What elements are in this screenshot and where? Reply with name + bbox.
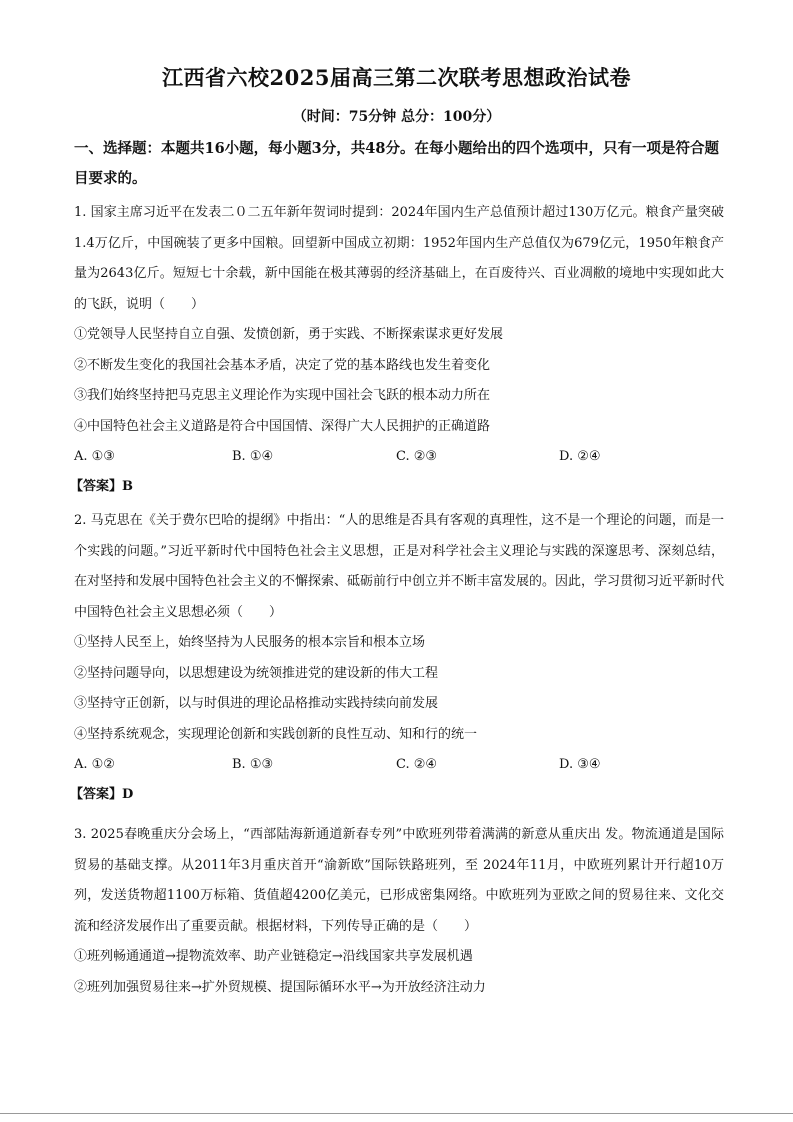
section-heading: 一、选择题：本题共16小题，每小题3分，共48分。在每小题给出的四个选项中，只有一项是符合题目要求的。 <box>74 140 719 187</box>
question-3 <box>74 820 724 1003</box>
question-1 <box>70 198 724 503</box>
question-stem: 2. 马克思在《关于费尔巴哈的提纲》中指出：“人的思维是否具有客观的真理性，这不是一个理论的问题，而是一个实践的问题。”习近平新时代中国特色社会主义思想，正是对科学社会主义理论与实践的深邃思考、深刻总结，在对坚持和发展中国特色社会主义的不懈探索、砥砺前行中创立并不断丰富发展的。因此，学习贯彻习近平新时代中国特色社会主义思想必须（ ） <box>74 513 725 620</box>
choice-b: B. ①③ <box>232 757 274 772</box>
statement-option: ①坚持人民至上，始终坚持为人民服务的根本宗旨和根本立场 <box>74 635 426 650</box>
statement-option: ④中国特色社会主义道路是符合中国国情、深得广大人民拥护的正确道路 <box>74 418 491 434</box>
question-2 <box>70 506 725 811</box>
choice-b: B. ①④ <box>232 449 274 464</box>
question-stem: 3. 2025春晚重庆分会场上，“西部陆海新通道新春专列”中欧班列带着满满的新意从重庆出 发。物流通道是国际贸易的基础支撑。从2011年3月重庆首开“渝新欧”国际铁路班列，至 2024年11月，中欧班列累计开行超10万列，发送货物超1100万标箱、货值超4200亿美元，已形成密集网络。中欧班列为亚欧之间的贸易往来、文化交流和经济发展作出了重要贡献。根据材料，下列传导正确的是（ ） <box>74 827 724 934</box>
answer-key: 【答案】D <box>70 787 134 802</box>
choice-d: D. ②④ <box>559 449 601 464</box>
statement-option: ③我们始终坚持把马克思主义理论作为实现中国社会飞跃的根本动力所在 <box>74 388 491 403</box>
page-bottom-border <box>0 1113 793 1114</box>
statement-option: ②坚持问题导向，以思想建设为统领推进党的建设新的伟大工程 <box>74 665 439 681</box>
statement-option: ③坚持守正创新，以与时俱进的理论品格推动实践持续向前发展 <box>74 696 439 711</box>
answer-choices <box>74 750 724 780</box>
choice-c: C. ②③ <box>396 449 438 464</box>
statement-option: ②不断发生变化的我国社会基本矛盾，决定了党的基本路线也发生着变化 <box>74 357 491 373</box>
statement-option: ②班列加强贸易往来→扩外贸规模、提国际循环水平→为开放经济注动力 <box>74 979 486 995</box>
choice-c: C. ②④ <box>396 757 438 772</box>
statement-option: ①班列畅通通道→提物流效率、助产业链稳定→沿线国家共享发展机遇 <box>74 949 473 964</box>
answer-key: 【答案】B <box>70 479 133 494</box>
answer-choices <box>74 442 724 472</box>
question-stem: 1. 国家主席习近平在发表二０二五年新年贺词时提到：2024年国内生产总值预计超过130万亿元。粮食产量突破1.4万亿斤，中国碗装了更多中国粮。回望新中国成立初期：1952年国内生产总值仅为679亿元，1950年粮食产量为2643亿斤。短短七十余载，新中国能在极其薄弱的经济基础上，在百废待兴、百业凋敝的境地中实现如此大的飞跃，说明（ ） <box>74 205 724 312</box>
choice-a: A. ①② <box>74 757 115 772</box>
choice-a: A. ①③ <box>74 449 115 464</box>
statement-option: ④坚持系统观念，实现理论创新和实践创新的良性互动、知和行的统一 <box>74 726 478 742</box>
choice-d: D. ③④ <box>559 757 601 772</box>
exam-title: 江西省六校2025届高三第二次联考思想政治试卷 <box>162 65 631 90</box>
statement-option: ①党领导人民坚持自立自强、发愤创新，勇于实践、不断探索谋求更好发展 <box>74 327 504 342</box>
exam-subtitle: （时间：75分钟 总分：100分） <box>292 109 501 125</box>
